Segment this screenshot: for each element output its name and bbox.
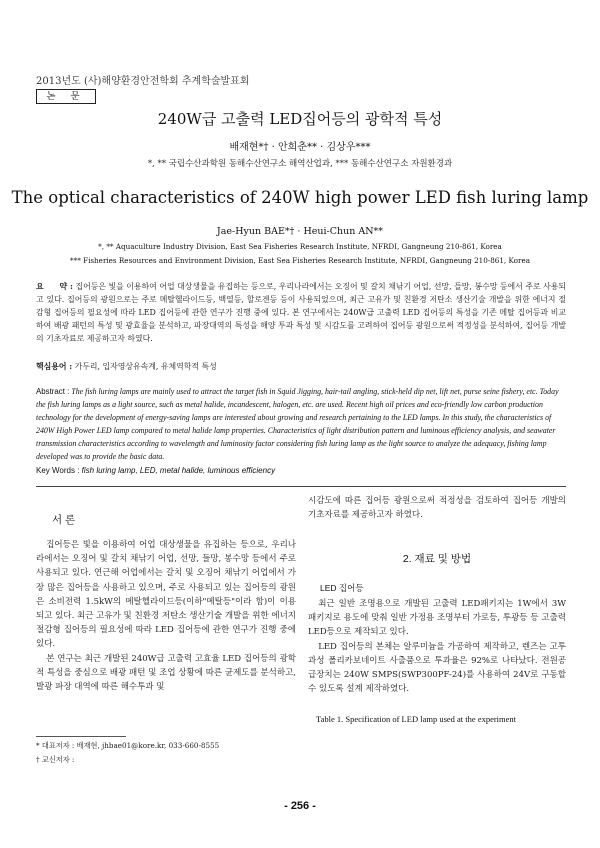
authors-korean: 배재현*† · 안희춘** · 김상우*** <box>229 142 371 153</box>
conference-header: 2013년도 (사)해양환경안전학회 추계학술발표회 <box>36 76 250 87</box>
keywords-korean-label: 핵심용어 : <box>36 362 73 371</box>
keywords-korean <box>36 360 566 373</box>
section-1-body <box>36 538 296 694</box>
section-2-paragraph: LED 집어등의 본체는 알루미늄을 가공하여 제작하고, 렌즈는 고투과성 폴리카보네이트 사출품으로 투과율은 92%로 나타났다. 전원공급장치는 240W SMPS(SWP300PF-24)를 사용하여 24V로 구동할 수 있도록 설계 제작하였다. <box>308 641 566 695</box>
divider <box>36 486 566 487</box>
abstract-korean-label: 요 약 : <box>36 282 73 291</box>
table-caption: Table 1. Specification of LED lamp used at the experiment <box>316 714 517 724</box>
section-2-title: 2. 재료 및 방법 <box>402 553 472 565</box>
paper-type-badge: 논 문 <box>36 89 96 104</box>
keywords-english-text: fish luring lamp, LED, metal halide, luminous efficiency <box>81 466 276 475</box>
keywords-english <box>36 466 566 475</box>
keywords-korean-text: 가두리, 입자영상유속계, 유체역학적 특성 <box>74 362 217 371</box>
section-2-paragraph: 최근 일반 조명용으로 개발된 고출력 LED패키지는 1W에서 3W 패키지로 용도에 맞춰 일반 가정용 조명부터 가로등, 투광등 등 고출력 LED등으로 제작되고 있다. <box>308 599 566 638</box>
abstract-english-label: Abstract : <box>36 387 70 396</box>
abstract-english-text: The fish luring lamps are mainly used to attract the target fish in Squid Jigging, hair-tail angling, stick-held dip net, lift net, purse seine fishery, etc. Today the fish luring lamps as a light source, such as metal halide, incandescent, halogen, etc. are used. Recent high oil prices and eco-friendly low carbon production technology for the development of energy-saving lamps are interested about growing and research pertaining to the LED lamps. In this study, the characteristics of 240W High Power LED lamp compared to metal halide lamp properties. Characteristics of light distribution pattern and luminous efficiency analysis, and seawater transmission characteristics according to wavelength and luminosity factor considering fish luring lamp as the light source to analyze the adequacy, fishing lamp developed was to provide the basic data. <box>36 387 559 461</box>
right-column-intro: 시감도에 따른 집어등 광원으로써 적정성을 검토하여 집어등 개발의 기초자료를 제공하고자 하였다. <box>308 496 566 521</box>
footnote-divider <box>36 736 126 737</box>
section-1-title: 서 론 <box>52 514 76 526</box>
abstract-korean <box>36 280 566 345</box>
footnote-correspondence-mark: † 교신저자 : <box>36 755 75 764</box>
section-2-body <box>308 597 566 696</box>
title-english: The optical characteristics of 240W high power LED fish luring lamp <box>11 188 589 207</box>
section-1-paragraph: 집어등은 빛을 이용하여 어업 대상생물을 유집하는 등으로, 우리나라에서는 오징어 및 갈치 채낚기 어업, 선망, 들망, 봉수망 등에서 주로 사용되고 있다. 연근해 어업에서는 갈치 및 오징어 채낚기 어업에서 가장 많은 집어등을 사용하고 있으며, 주로 사용되고 있는 집어등의 광원은 소비전력 1.5kW의 메탈헬라이드등(이하"메탈등"이라 함)이 이용되고 있다. 최근 고유가 및 친환경 저탄소 생산기술 개발을 위한 에너지 절감형 집어등의 필요성에 따라 LED 집어등에 관한 연구가 진행 중에 있다. <box>36 540 296 650</box>
abstract-english <box>36 385 566 463</box>
affiliation-english-2: *** Fisheries Resources and Environment Division, East Sea Fisheries Research Institute, NFRDI, Gangneung 210-861, Korea <box>70 256 530 265</box>
page-number: - 256 - <box>284 800 316 812</box>
section-2-subtitle: LED 집어등 <box>320 583 364 593</box>
affiliation-english-1: *, ** Aquaculture Industry Division, East Sea Fisheries Research Institute, NFRDI, Gangneung 210-861, Korea <box>98 242 502 251</box>
affiliation-korean: *, ** 국립수산과학원 동해수산연구소 해역산업과, *** 동해수산연구소 자원환경과 <box>147 159 453 169</box>
keywords-english-label: Key Words : <box>36 466 80 475</box>
section-1-paragraph: 본 연구는 최근 개발된 240W급 고출력 고효율 LED 집어등의 광학적 특성을 중심으로 배광 패턴 및 조업 상황에 따른 균제도를 분석하고, 발광 파장 대역에 따른 해수투과 및 <box>36 653 296 693</box>
authors-english: Jae-Hyun BAE*† · Heui-Chun AN** <box>216 226 384 237</box>
abstract-korean-text: 집어등은 빛을 이용하여 어업 대상생물을 유집하는 등으로, 우리나라에서는 오징어 및 갈치 채낚기 어업, 선망, 들망, 봉수망 등에서 주로 사용되고 있다. 집어등의 광원으로는 주로 메탈헬라이드등, 백열등, 할로겐등 등이 사용되었으며, 최근 고유가 및 친환경 저탄소 생산기술 개발을 위한 에너지 절감형 집어등의 필요성에 따라 LED 집어등에 관한 연구가 진행 중에 있다. 본 연구에서는 240W급 고출력 LED 집어등의 특성을 기존 메탈 집어등과 비교하여 배광 패턴의 특성 및 광효율을 분석하고, 파장대역의 특성을 해양 투과 특성 및 시감도를 고려하여 집어등 광원으로써 적정성을 분석하여, 집어등 개발의 기초자료로 제공하고자 하였다. <box>36 282 566 343</box>
title-korean: 240W급 고출력 LED집어등의 광학적 특성 <box>157 110 443 128</box>
footnote-corresponding: * 대표저자 : 배재현, jhbae01@kore.kr, 033-660-8555 <box>36 741 220 750</box>
